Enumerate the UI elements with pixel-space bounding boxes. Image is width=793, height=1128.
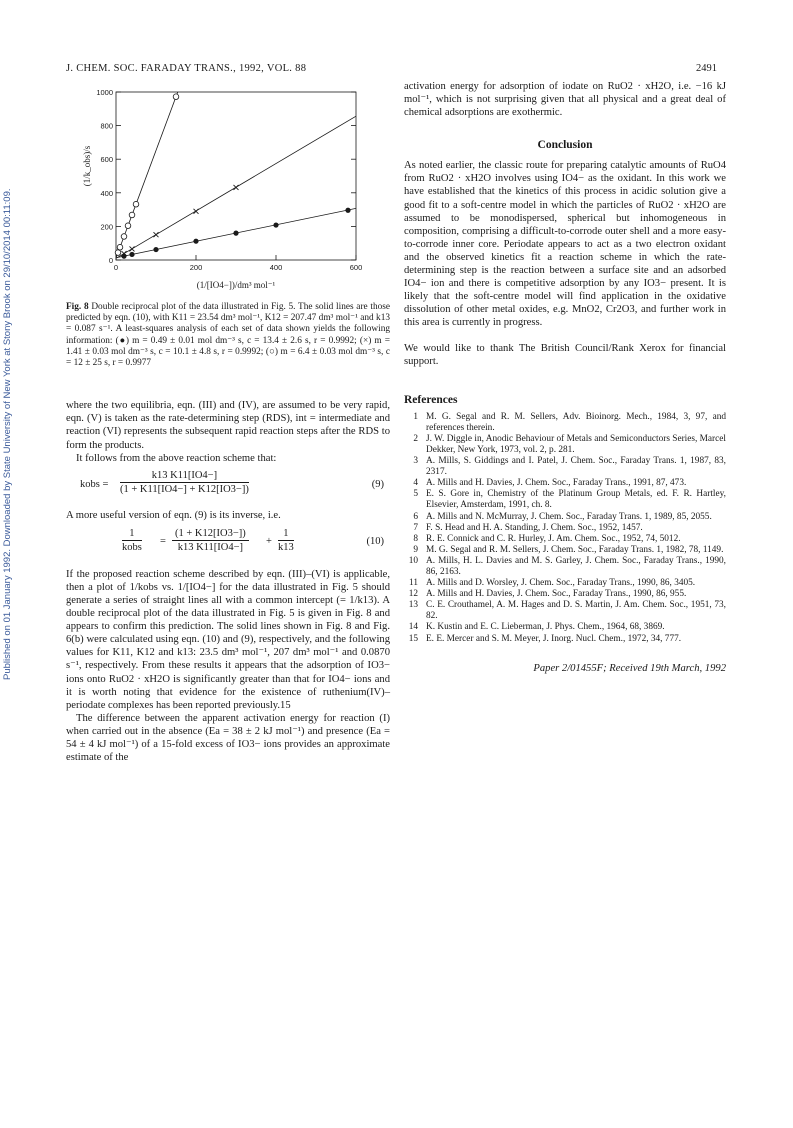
reference-text: A. Mills, H. L. Davies and M. S. Garley, J. Chem. Soc., Faraday Trans., 1990, 86, 2163. <box>426 555 726 577</box>
x-tick-label: 400 <box>269 263 283 272</box>
eq10-denominator: k13 K11[IO4−] <box>177 541 244 553</box>
reference-text: J. W. Diggle in, Anodic Behaviour of Metals and Semiconductors Series, Marcel Dekker, New York, 1973, vol. 2, p. 281. <box>426 433 726 455</box>
y-tick-label: 1000 <box>96 88 113 97</box>
data-point-open <box>117 244 123 250</box>
reference-text: E. S. Gore in, Chemistry of the Platinum Group Metals, ed. F. R. Hartley, Elsevier, Amsterdam, 1991, ch. 8. <box>426 489 726 511</box>
reference-text: K. Kustin and E. C. Lieberman, J. Phys. Chem., 1964, 68, 3869. <box>426 622 665 633</box>
reference-text: A. Mills and D. Worsley, J. Chem. Soc., Faraday Trans., 1990, 86, 3405. <box>426 578 696 589</box>
paragraph-activation: The difference between the apparent activation energy for reaction (I) when carried out in the absence (Ea = 38 ± 2 kJ mol⁻¹) and presence (Ea = 54 ± 4 kJ mol⁻¹) of a 15-fold excess of IO3− ions provides an approximate estimate of the <box>66 712 390 764</box>
reference-number: 14 <box>408 622 418 633</box>
reference-item <box>404 412 726 434</box>
eq9-lhs: kobs = <box>80 478 109 490</box>
paragraph-adsorption: activation energy for adsorption of iodate on RuO2 · xH2O, i.e. −16 kJ mol⁻¹, which is not surprising given that all physical and a great deal of chemical adsorptions are exothermic. <box>404 81 726 119</box>
reference-text: A. Mills and H. Davies, J. Chem. Soc., Faraday Trans., 1990, 86, 955. <box>426 589 687 600</box>
data-point-open <box>121 234 127 240</box>
paragraph-inverse: A more useful version of eqn. (9) is its inverse, i.e. <box>66 509 281 521</box>
paper-received-note: Paper 2/01455F; Received 19th March, 1992 <box>533 662 726 674</box>
caption-text: Double reciprocal plot of the data illustrated in Fig. 5. The solid lines are those predicted by eqn. (10), with K11 = 23.54 dm³ mol⁻¹, K12 = 207.47 dm³ mol⁻¹ and k13 = 0.087 s⁻¹. A least-squares analysis of each set of data shown yields the following information: (●) m = 0.49 ± 0.01 mol dm⁻³ s, c = 13.4 ± 2.6 s, r = 0.9992; (×) m = 1.41 ± 0.03 mol dm⁻³ s, c = 10.1 ± 4.8 s, r = 0.9992; (○) m = 6.4 ± 0.03 mol dm⁻³ s, c = 12 ± 25 s, r = 0.9977 <box>66 302 391 369</box>
reference-text: A. Mills and H. Davies, J. Chem. Soc., Faraday Trans., 1991, 87, 473. <box>426 478 687 489</box>
eq9-numerator: k13 K11[IO4−] <box>120 470 249 483</box>
eq9-fraction <box>120 470 249 495</box>
eq10-lhs-denominator: kobs <box>122 541 142 553</box>
reference-item <box>404 434 726 456</box>
reference-item <box>404 489 726 511</box>
y-tick-label: 800 <box>100 121 113 131</box>
reference-text: F. S. Head and H. A. Standing, J. Chem. Soc., 1952, 1457. <box>426 522 643 533</box>
data-point-filled <box>273 222 278 227</box>
reference-text: M. G. Segal and R. M. Sellers, J. Chem. Soc., Faraday Trans. 1, 1982, 78, 1149. <box>426 544 724 555</box>
conclusion-heading: Conclusion <box>537 139 593 152</box>
caption-label: Fig. 8 <box>66 302 89 312</box>
reference-number: 7 <box>413 522 418 533</box>
reference-number: 15 <box>408 633 418 644</box>
y-tick-label: 200 <box>100 222 113 232</box>
eq10-equals: = <box>160 535 166 547</box>
reference-item <box>404 578 726 589</box>
reference-item <box>404 556 726 578</box>
data-point-open <box>133 201 139 207</box>
left-column <box>66 80 390 764</box>
data-point-filled <box>129 252 134 257</box>
equation-9 <box>66 465 390 509</box>
references-heading: References <box>404 393 458 406</box>
reference-item <box>404 622 726 633</box>
paragraph-conclusion: As noted earlier, the classic route for preparing catalytic amounts of RuO4 from RuO2 · xH2O involves using IO4− as the oxidant. In this work we have established that the kinetics of this process in acidic solution give a good fit to a soft-centre model in which the particles of RuO2 · xH2O are assumed to be monodispersed, spherical but inhomogeneous in composition, comprising a difficult-to-corrode outer shell and a more easy-to-corrode inner core. Periodate appears to act as a two electron oxidant and the observed kinetics fit a reaction scheme in which the rate-determining step is the reaction between a surface site and an adsorbed IO4− ion and there is competitive adsorption by any IO3− present. It is likely that the soft-centre model will find application in the oxidative dissolution of other metal oxides, e.g. MnO2, Cr2O3, and further work in this area is currently in progress. <box>404 160 726 329</box>
data-point-filled <box>153 247 158 252</box>
figure-8 <box>66 80 390 300</box>
data-point-filled <box>345 208 350 213</box>
x-tick-label: 200 <box>189 263 203 272</box>
reference-item <box>404 512 726 523</box>
reference-text: A. Mills and N. McMurray, J. Chem. Soc., Faraday Trans. 1, 1989, 85, 2055. <box>426 511 712 522</box>
running-head: J. CHEM. SOC. FARADAY TRANS., 1992, VOL. 88 <box>66 63 307 74</box>
data-point-cross <box>130 246 135 251</box>
reference-item <box>404 523 726 534</box>
reference-number: 1 <box>413 411 418 422</box>
data-point-cross <box>154 232 159 237</box>
reference-item <box>404 634 726 645</box>
reference-item <box>404 534 726 545</box>
x-axis-label: (1/[IO4−])/dm³ mol⁻¹ <box>196 280 276 290</box>
data-point-open <box>115 250 121 256</box>
eq10-numerator: (1 + K12[IO3−]) <box>172 528 249 541</box>
reference-number: 12 <box>408 589 418 600</box>
reference-text: M. G. Segal and R. M. Sellers, Adv. Bioinorg. Mech., 1984, 3, 97, and references therein. <box>426 411 726 433</box>
figure-caption <box>66 302 390 369</box>
right-column <box>404 80 726 674</box>
reference-item <box>404 545 726 556</box>
eq10-number: (10) <box>366 535 384 547</box>
reference-text: C. E. Crouthamel, A. M. Hages and D. S. Martin, J. Am. Chem. Soc., 1951, 73, 82. <box>426 600 726 622</box>
x-tick-label: 0 <box>113 263 119 272</box>
references-list <box>404 412 726 645</box>
data-point-cross <box>194 209 199 214</box>
eq10-lhs-numerator: 1 <box>122 528 142 541</box>
reference-number: 5 <box>413 489 418 500</box>
data-point-filled <box>233 231 238 236</box>
y-tick-label: 400 <box>100 188 113 198</box>
reference-number: 6 <box>413 511 418 522</box>
paragraph-scheme: If the proposed reaction scheme described by eqn. (III)–(VI) is applicable, then a plot of 1/kobs vs. 1/[IO4−] for the data illustrated in Fig. 5 should generate a series of straight lines all with a common intercept (= 1/k13). A double reciprocal plot of the data illustrated in Fig. 5 is given in Fig. 8 and appears to confirm this prediction. The solid lines shown in Fig. 8 and Fig. 6(b) were calculated using eqn. (10) and (9), respectively, and the following values for K11, K12 and k13: 23.5 dm³ mol⁻¹, 207 dm³ mol⁻¹ and 0.0870 s⁻¹, respectively. From these results it appears that the adsorption of IO3− ions onto RuO2 · xH2O is significantly greater than that for IO4− ions and it is worth noting that evidence for the existence of ruthenium(IV)–periodate complexes has been reported previously.15 <box>66 568 390 711</box>
paragraph-follows: It follows from the above reaction scheme that: <box>76 452 277 464</box>
reference-number: 3 <box>413 456 418 467</box>
reference-number: 13 <box>408 600 418 611</box>
reference-number: 4 <box>413 478 418 489</box>
reference-text: E. E. Mercer and S. M. Meyer, J. Inorg. Nucl. Chem., 1972, 34, 777. <box>426 633 682 644</box>
eq10-lhs <box>122 528 142 553</box>
reference-number: 2 <box>413 433 418 444</box>
download-stamp: Published on 01 January 1992. Downloaded by State University of New York at Stony Brook on 29/10/2014 00:11:09. <box>2 188 13 680</box>
eq10-right-denominator: k13 <box>278 541 294 553</box>
reference-text: A. Mills, S. Giddings and I. Patel, J. Chem. Soc., Faraday Trans. 1, 1987, 83, 2317. <box>426 456 726 478</box>
eq10-fraction <box>172 528 249 553</box>
reference-number: 8 <box>413 533 418 544</box>
eq10-right-fraction <box>278 528 294 553</box>
data-point-filled <box>193 239 198 244</box>
reference-number: 11 <box>409 578 418 589</box>
reference-number: 9 <box>413 544 418 555</box>
reference-item <box>404 589 726 600</box>
reference-item <box>404 478 726 489</box>
reference-number: 10 <box>408 555 418 566</box>
eq10-plus: + <box>266 535 272 547</box>
equation-10 <box>66 522 390 568</box>
reference-text: R. E. Connick and C. R. Hurley, J. Am. Chem. Soc., 1952, 74, 5012. <box>426 533 681 544</box>
y-axis-label: (1/k_obs)/s <box>82 145 92 187</box>
y-tick-label: 600 <box>100 155 113 165</box>
data-point-cross <box>234 185 239 190</box>
reference-item <box>404 456 726 478</box>
figure-8-plot <box>66 80 390 300</box>
paragraph-equilibria: where the two equilibria, eqn. (III) and (IV), are assumed to be very rapid, eqn. (V) is taken as the rate-determining step (RDS), int = intermediate and reaction (VI) represents the subsequent rapid reaction steps after the RDS to form the products. <box>66 400 390 451</box>
eq9-denominator: (1 + K11[IO4−] + K12[IO3−]) <box>120 483 249 495</box>
data-point-open <box>173 94 179 100</box>
page-number: 2491 <box>696 63 717 74</box>
x-tick-label: 600 <box>349 263 363 272</box>
eq10-right-numerator: 1 <box>278 528 294 541</box>
data-point-open <box>125 223 131 229</box>
y-tick-label: 0 <box>108 256 113 265</box>
paragraph-acknowledgement: We would like to thank The British Council/Rank Xerox for financial support. <box>404 342 726 367</box>
data-point-open <box>129 212 135 218</box>
reference-item <box>404 600 726 622</box>
eq9-number: (9) <box>371 478 384 490</box>
